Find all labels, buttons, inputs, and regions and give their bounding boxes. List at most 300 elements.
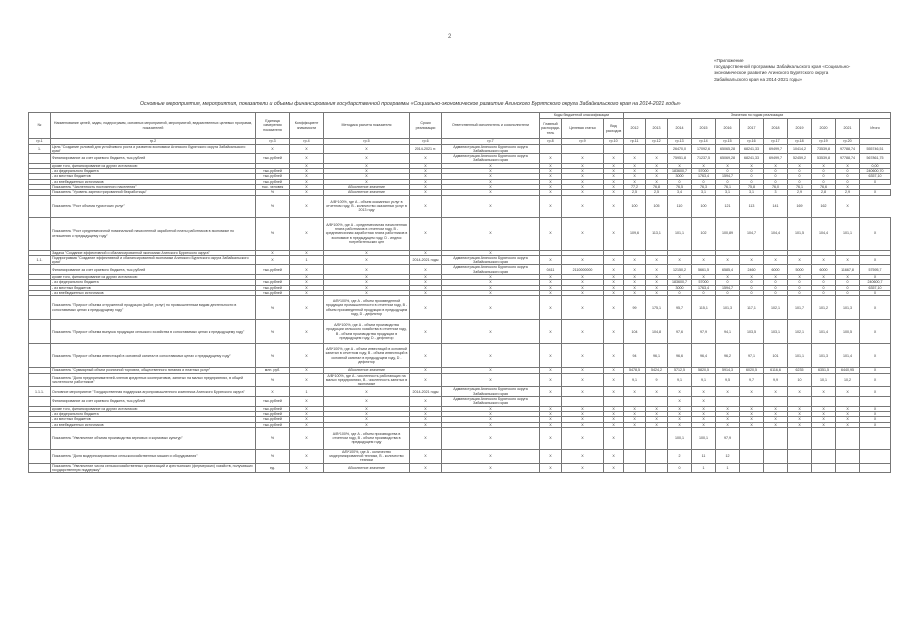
header-year: 2021 [836, 119, 860, 139]
table-cell: 9,9 [764, 373, 788, 387]
table-cell: Х [812, 422, 836, 427]
table-cell: Х [604, 406, 624, 411]
table-cell: тыс.рублей [256, 406, 290, 411]
table-cell: Х [716, 422, 740, 427]
table-cell: Х [540, 406, 562, 411]
table-cell: Х [562, 427, 604, 449]
table-cell: тыс.рублей [256, 397, 290, 407]
header-year: 2020 [812, 119, 836, 139]
table-cell: Х [740, 406, 764, 411]
table-cell: 77,2 [624, 184, 646, 189]
table-cell: Х [324, 169, 410, 174]
table-cell: 0 [740, 285, 764, 290]
table-cell: % [256, 195, 290, 217]
table-cell: Х [324, 417, 410, 422]
table-cell [624, 427, 646, 449]
table-cell: Х [410, 169, 442, 174]
table-cell: Х [836, 275, 860, 280]
table-cell: Х [604, 373, 624, 387]
column-number: гр.10 [604, 139, 624, 145]
table-cell: 3,1 [716, 190, 740, 195]
table-cell: 1.1. [29, 255, 51, 265]
table-cell: Х [740, 417, 764, 422]
table-cell: 5424,2 [646, 368, 668, 373]
row-name-cell: Показатель "Доля модернизированных сельскохозяйственных машин и оборудования" [51, 449, 256, 463]
table-cell: 113,1 [646, 217, 668, 250]
table-cell: Х [624, 290, 646, 295]
table-cell: Х [740, 163, 764, 168]
table-cell: 5478,5 [624, 368, 646, 373]
table-cell: 0 [836, 285, 860, 290]
row-name-cell: кроме того, финансирование из других источников: [51, 275, 256, 280]
table-cell: 100,1 [668, 427, 692, 449]
table-cell: 11 [692, 449, 716, 463]
table-cell: 76,1 [788, 184, 812, 189]
table-cell: Х [540, 463, 562, 473]
table-cell: 0 [812, 179, 836, 184]
table-cell: Х [290, 290, 324, 295]
table-cell: 0 [812, 285, 836, 290]
table-cell [624, 144, 646, 154]
column-number: гр.2 [51, 139, 256, 145]
table-cell: 1 [692, 463, 716, 473]
row-name-cell: Финансирование за счет краевого бюджета, тыс.рублей [51, 265, 256, 275]
row-name-cell: Показатель "Прирост объема отгруженной продукции (работ, услуг) по промышленным видам деятельности в сопоставимых ценах к предыдущему году" [51, 296, 256, 320]
row-name-cell: Показатель "Прирост объема инвестиций в основной капитал в сопоставимых ценах к предыдущему году" [51, 344, 256, 368]
table-cell: Х [290, 174, 324, 179]
row-name-cell: Показатель "Суммарный объем розничной торговли, общественного питания и платных услуг" [51, 368, 256, 373]
table-cell: Х [324, 422, 410, 427]
table-cell: Х [540, 373, 562, 387]
table-cell: 96,4 [692, 344, 716, 368]
appendix-line: «Приложение [714, 58, 744, 63]
table-cell: 97,9 [692, 320, 716, 344]
table-cell: 0 [692, 290, 716, 295]
table-cell: Х [324, 406, 410, 411]
table-cell: Х [812, 406, 836, 411]
table-cell: % [256, 190, 290, 195]
table-cell: Х [668, 387, 692, 397]
table-cell: Х [716, 411, 740, 416]
appendix-note [714, 58, 894, 83]
table-cell: Х [290, 154, 324, 164]
table-row [29, 344, 891, 368]
table-cell [836, 449, 860, 463]
table-cell: Х [442, 411, 540, 416]
table-cell: Х [540, 195, 562, 217]
table-cell: Х [290, 368, 324, 373]
table-cell: Х [410, 275, 442, 280]
table-cell: Х [668, 397, 692, 407]
table-cell: 73539,8 [812, 144, 836, 154]
table-cell: Х [668, 406, 692, 411]
table-cell [29, 296, 51, 320]
table-cell: 103,1 [764, 320, 788, 344]
table-cell: А/В*100%, где А - среднемесячная начисленная плата работников в отчетном году, В - среднемесячная заработная плата работников в экономике в предыдущем году, D - индекс потребительских цен [324, 217, 410, 250]
table-cell: Х [562, 275, 604, 280]
row-name-cell: - из внебюджетных источников [51, 422, 256, 427]
table-cell [860, 427, 891, 449]
table-cell: 10414,2 [788, 144, 812, 154]
table-row [29, 397, 891, 407]
table-cell: 2110000000 [562, 265, 604, 275]
table-cell [860, 463, 891, 473]
row-name-cell: Показатель "Уровень зарегистрированной безработицы" [51, 190, 256, 195]
table-cell: 100,5 [836, 320, 860, 344]
table-cell [716, 397, 740, 407]
table-cell: Х [604, 195, 624, 217]
table-cell: Х [836, 422, 860, 427]
table-cell: 69499,7 [764, 144, 788, 154]
table-cell: Х [540, 285, 562, 290]
table-cell: 101,3 [716, 296, 740, 320]
row-name-cell: кроме того, финансирование из других источников: [51, 406, 256, 411]
table-cell: Х [646, 275, 668, 280]
table-cell: 76,8 [646, 184, 668, 189]
table-cell: Х [860, 190, 891, 195]
row-name-cell: Показатель "Увеличение числа сельскохозяйственных организаций и крестьянских (фермерских) хозяйств, получивших государственную поддержку" [51, 463, 256, 473]
table-cell: Х [442, 463, 540, 473]
table-cell: Х [860, 411, 891, 416]
table-cell: 5914,3 [716, 368, 740, 373]
table-cell: Абсолютное значение [324, 190, 410, 195]
table-cell: Х [716, 417, 740, 422]
table-cell: Х [716, 406, 740, 411]
table-cell: 2,9 [788, 190, 812, 195]
table-cell: Х [562, 179, 604, 184]
table-cell: Х [410, 449, 442, 463]
table-cell: 12 [716, 449, 740, 463]
table-cell: Х [604, 449, 624, 463]
table-cell: Х [540, 275, 562, 280]
table-cell: 0 [836, 280, 860, 285]
table-cell: Х [540, 449, 562, 463]
table-cell: Х [442, 373, 540, 387]
table-cell: Х [562, 417, 604, 422]
table-cell [764, 427, 788, 449]
table-cell: Х [668, 163, 692, 168]
table-cell: Х [860, 387, 891, 397]
table-cell: 68241,33 [740, 154, 764, 164]
header-unit: Единица измерения показателя [256, 113, 290, 139]
row-name-cell: Подпрограмма "Создание эффективной и сбалансированной экономики Агинского Бурятского округа Забайкальского края" [51, 255, 256, 265]
table-cell [29, 217, 51, 250]
table-cell: Х [442, 195, 540, 217]
table-cell: Х [290, 373, 324, 387]
table-cell: 0 [788, 290, 812, 295]
table-cell: 2460 [740, 265, 764, 275]
table-cell: 0 [788, 280, 812, 285]
table-cell: Х [324, 387, 410, 397]
table-cell: Х [442, 250, 540, 255]
table-cell: 96,2 [716, 344, 740, 368]
table-cell: Х [764, 406, 788, 411]
table-cell: Х [410, 265, 442, 275]
table-cell: 104 [624, 320, 646, 344]
table-cell: Х [624, 255, 646, 265]
table-cell: Администрация Агинского Бурятского округа Забайкальского края [442, 397, 540, 407]
table-cell: 10,2 [836, 373, 860, 387]
table-cell: Х [442, 190, 540, 195]
table-cell: Х [290, 169, 324, 174]
table-cell: Х [668, 417, 692, 422]
table-cell: Х [624, 174, 646, 179]
header-year: Итого [860, 119, 891, 139]
table-cell: 2,9 [836, 190, 860, 195]
table-cell: 10,1 [812, 373, 836, 387]
row-name-cell: Цель "Создание условий для устойчивого роста и развития экономики Агинского Бурятского округа Забайкальского края" [51, 144, 256, 154]
table-row [29, 427, 891, 449]
table-cell: Х [442, 296, 540, 320]
table-cell: Х [540, 290, 562, 295]
table-cell: 109,6 [624, 217, 646, 250]
table-cell: Х [324, 154, 410, 164]
table-cell: Х [692, 163, 716, 168]
table-cell: Х [668, 275, 692, 280]
table-cell: Х [290, 250, 324, 255]
table-cell: Х [604, 417, 624, 422]
table-cell: 12150,2 [668, 265, 692, 275]
table-cell: 0 [788, 174, 812, 179]
table-cell: Х [788, 411, 812, 416]
table-cell: Х [812, 411, 836, 416]
table-cell: 0 [668, 179, 692, 184]
table-cell: Х [860, 217, 891, 250]
table-cell: Х [540, 422, 562, 427]
table-cell: Х [442, 368, 540, 373]
table-cell: 104,8 [646, 320, 668, 344]
table-cell: 6440,95 [836, 368, 860, 373]
table-cell: Х [692, 255, 716, 265]
table-cell: Х [324, 144, 410, 154]
appendix-line: Забайкальского края на 2014-2021 годы» [714, 76, 803, 82]
header-year: 2013 [646, 119, 668, 139]
table-cell: Х [540, 190, 562, 195]
table-cell [624, 449, 646, 463]
table-cell: Х [624, 406, 646, 411]
table-cell: 96,6 [668, 344, 692, 368]
table-cell: Х [604, 427, 624, 449]
table-cell: 97788,74 [836, 144, 860, 154]
table-cell: 52459,2 [788, 154, 812, 164]
table-cell: 121 [716, 195, 740, 217]
table-cell [788, 463, 812, 473]
table-cell [836, 397, 860, 407]
table-cell: Х [562, 174, 604, 179]
table-cell: Х [256, 255, 290, 265]
table-cell: 101,3 [836, 296, 860, 320]
table-cell: Х [716, 163, 740, 168]
header-year: 2015 [692, 119, 716, 139]
table-cell: 0 [716, 290, 740, 295]
table-cell: 71237,5 [692, 154, 716, 164]
table-cell: Х [836, 163, 860, 168]
table-cell [29, 463, 51, 473]
table-cell: Х [860, 406, 891, 411]
table-cell: 0 [764, 174, 788, 179]
table-cell: Х [540, 320, 562, 344]
table-cell: Х [604, 422, 624, 427]
column-number: гр.19 [812, 139, 836, 145]
table-cell: Х [290, 296, 324, 320]
table-cell: Х [410, 422, 442, 427]
table-cell: Х [540, 179, 562, 184]
table-cell: Х [540, 217, 562, 250]
table-cell: Администрация Агинского Бурятского округа Забайкальского края [442, 154, 540, 164]
table-cell: Х [812, 163, 836, 168]
table-cell: Х [604, 265, 624, 275]
table-cell [740, 463, 764, 473]
table-cell: Х [788, 275, 812, 280]
table-cell: Х [764, 411, 788, 416]
table-cell: 5712,5 [668, 368, 692, 373]
row-name-cell: Финансирование за счет краевого бюджета, тыс.рублей [51, 154, 256, 164]
table-cell [29, 320, 51, 344]
table-cell: 100,89 [716, 217, 740, 250]
table-cell: 94,1 [716, 320, 740, 344]
table-cell [624, 463, 646, 473]
table-cell: Х [562, 190, 604, 195]
table-cell: Х [290, 195, 324, 217]
table-cell: Х [788, 387, 812, 397]
table-cell: Х [410, 296, 442, 320]
table-cell: Х [646, 179, 668, 184]
table-row [29, 265, 891, 275]
header-kbk-article: Целевая статья [562, 119, 604, 139]
table-cell: 1763,4 [692, 285, 716, 290]
table-row [29, 449, 891, 463]
table-cell: Х [540, 255, 562, 265]
table-cell: 2014-2021 годы [410, 255, 442, 265]
table-cell: 97788,74 [836, 154, 860, 164]
table-cell: 105 [646, 195, 668, 217]
table-cell: Администрация Агинского Бурятского округа Забайкальского края [442, 255, 540, 265]
table-cell: Х [646, 174, 668, 179]
table-cell: Х [812, 255, 836, 265]
table-cell: 101 [764, 344, 788, 368]
table-cell: 1 [290, 387, 324, 397]
table-cell: Х [604, 368, 624, 373]
table-cell: Абсолютное значение [324, 184, 410, 189]
table-cell: Х [624, 417, 646, 422]
table-cell: А/В*100%, где А - численность работающих на малых предприятиях, В - численность занятых в экономике [324, 373, 410, 387]
table-cell: 99 [624, 296, 646, 320]
table-cell: Х [290, 275, 324, 280]
table-cell: 2 [668, 449, 692, 463]
table-row [29, 373, 891, 387]
table-cell: Х [562, 169, 604, 174]
table-cell: 65069,28 [716, 154, 740, 164]
table-cell: 240600,7 [860, 280, 891, 285]
table-cell: 115,1 [692, 296, 716, 320]
table-cell: Х [788, 255, 812, 265]
table-cell: Х [290, 265, 324, 275]
page-number: 2 [448, 34, 452, 40]
table-cell: тыс.рублей [256, 411, 290, 416]
table-cell: Х [624, 285, 646, 290]
table-cell: 76,6 [812, 184, 836, 189]
table-cell: Х [540, 368, 562, 373]
table-cell: Х [812, 275, 836, 280]
row-name-cell: кроме того, финансирование из других источников: [51, 163, 256, 168]
table-cell: Х [410, 417, 442, 422]
table-cell: Х [442, 280, 540, 285]
table-cell: Х [410, 285, 442, 290]
table-cell [646, 427, 668, 449]
table-cell: Х [540, 163, 562, 168]
table-cell: Х [290, 344, 324, 368]
table-cell: Х [540, 427, 562, 449]
table-cell [860, 397, 891, 407]
table-cell: Х [442, 427, 540, 449]
table-cell: Х [290, 217, 324, 250]
table-cell: 113 [740, 195, 764, 217]
table-cell: 100 [692, 195, 716, 217]
table-cell [764, 449, 788, 463]
table-cell: Абсолютное значение [324, 368, 410, 373]
table-cell: 0 [788, 179, 812, 184]
table-cell: 6357,10 [860, 285, 891, 290]
table-cell: 5661,5 [692, 265, 716, 275]
table-cell: 6116,6 [764, 368, 788, 373]
table-cell: Х [624, 280, 646, 285]
header-term: Сроки реализации [410, 113, 442, 139]
table-cell: 0411 [540, 265, 562, 275]
table-cell: 76,1 [716, 184, 740, 189]
table-cell: Х [740, 411, 764, 416]
table-cell: 162 [812, 195, 836, 217]
table-cell: Х [836, 184, 860, 189]
table-cell [788, 427, 812, 449]
table-cell: Х [812, 387, 836, 397]
table-cell: 100,1 [692, 427, 716, 449]
table-cell: 101,1 [836, 217, 860, 250]
table-cell: Х [410, 250, 442, 255]
table-cell: 0 [716, 169, 740, 174]
table-cell: 2,8 [812, 190, 836, 195]
header-name: Наименование целей, задач, подпрограмм, основных мероприятий, мероприятий, ведомственных целевых программ, показателей [51, 113, 256, 139]
table-cell: 94 [624, 344, 646, 368]
table-cell: тыс.рублей [256, 169, 290, 174]
table-cell: 104,7 [740, 217, 764, 250]
table-cell: Х [624, 265, 646, 275]
table-cell: 97,1 [740, 344, 764, 368]
table-cell: Х [646, 387, 668, 397]
table-cell: Х [624, 169, 646, 174]
table-cell: 11667,8 [836, 265, 860, 275]
header-method: Методика расчета показателя [324, 113, 410, 139]
table-cell [740, 449, 764, 463]
table-cell: 101,1 [788, 344, 812, 368]
table-cell: 101,4 [812, 320, 836, 344]
table-cell: Х [646, 290, 668, 295]
table-row [29, 144, 891, 154]
table-cell: 101,4 [836, 344, 860, 368]
table-cell: Х [442, 174, 540, 179]
table-cell: Х [788, 422, 812, 427]
table-cell: % [256, 427, 290, 449]
table-cell: тыс.рублей [256, 174, 290, 179]
header-kbk-main: Главный распоряди-тель [540, 119, 562, 139]
table-cell: тыс.рублей [256, 280, 290, 285]
table-cell: Х [836, 255, 860, 265]
table-row [29, 320, 891, 344]
table-cell: Х [836, 195, 860, 217]
table-cell: Х [540, 411, 562, 416]
table-cell: 0 [740, 280, 764, 285]
table-cell: Х [604, 411, 624, 416]
row-name-cell: Показатель "Увеличение объема производства зерновых и кормовых культур" [51, 427, 256, 449]
